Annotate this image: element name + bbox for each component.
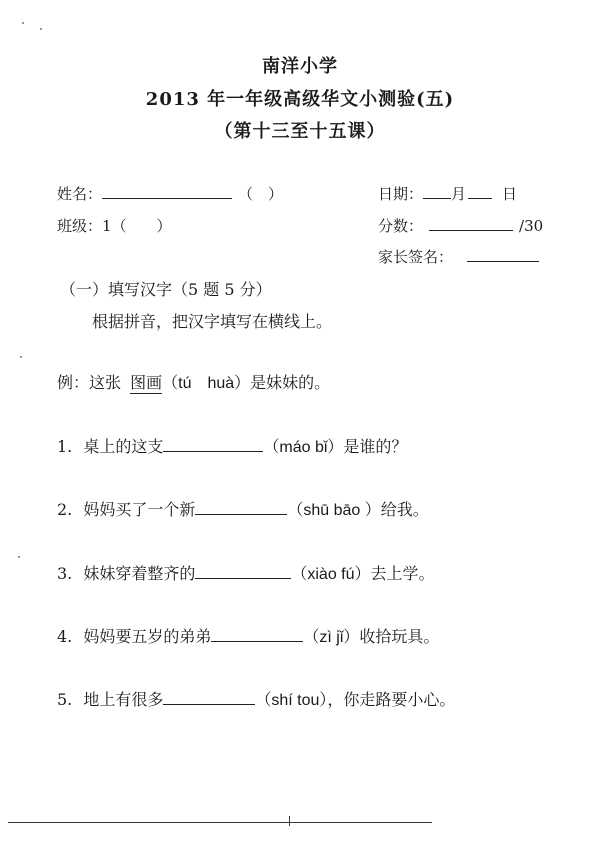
question-number: 2. <box>57 500 73 519</box>
name-blank[interactable] <box>102 184 232 199</box>
question-pinyin: （zì jǐ） <box>303 629 360 646</box>
answer-blank[interactable] <box>195 564 291 579</box>
class-row <box>57 215 172 236</box>
question-text-before: 妈妈买了一个新 <box>83 500 196 519</box>
name-paren: （ ） <box>238 185 284 203</box>
answer-blank[interactable] <box>163 690 255 705</box>
name-row <box>57 183 283 204</box>
class-value: 1（ ） <box>102 217 172 235</box>
scan-speck <box>40 28 42 30</box>
scan-speck <box>22 22 24 24</box>
question-text-after: 给我。 <box>380 500 429 519</box>
day-label: 日 <box>502 185 518 203</box>
example-suffix: 是妹妹的。 <box>250 373 331 392</box>
month-blank[interactable] <box>423 184 451 199</box>
class-label: 班级： <box>57 217 103 235</box>
question-pinyin: （shū bāo ） <box>287 502 381 519</box>
quiz-title: 2013 年一年级高级华文小测验(五) <box>145 89 455 110</box>
example-line <box>57 370 330 393</box>
score-blank[interactable] <box>429 216 513 231</box>
section1-instruction: 根据拼音，把汉字填写在横线上。 <box>92 312 333 331</box>
answer-blank[interactable] <box>195 500 287 515</box>
score-label: 分数： <box>378 217 424 235</box>
question-text-after: 收拾玩具。 <box>359 627 440 646</box>
scan-speck <box>18 556 20 558</box>
scan-speck <box>20 356 22 358</box>
month-label: 月 <box>451 185 467 203</box>
question-text-before: 桌上的这支 <box>83 437 164 456</box>
lesson-range: （第十三至十五课） <box>214 121 386 142</box>
question-text-after: ，你走路要小心。 <box>327 690 456 709</box>
question-number: 3. <box>57 564 73 583</box>
question-2 <box>57 497 429 520</box>
parent-signature-row <box>378 246 539 267</box>
question-text-before: 妈妈要五岁的弟弟 <box>83 627 212 646</box>
date-label: 日期： <box>378 185 424 203</box>
example-prefix: 例：这张 <box>57 373 122 392</box>
example-pinyin: （tú huà） <box>162 375 251 392</box>
score-total: /30 <box>519 217 544 235</box>
parent-signature-blank[interactable] <box>467 247 539 262</box>
date-row <box>378 183 517 204</box>
question-3 <box>57 561 435 584</box>
school-name: 南洋小学 <box>262 56 338 77</box>
question-5 <box>57 687 455 710</box>
page-bottom-tick <box>289 816 290 826</box>
question-number: 4. <box>57 627 73 646</box>
question-text-after: 去上学。 <box>370 564 435 583</box>
parent-signature-label: 家长签名： <box>378 248 454 266</box>
page-bottom-divider <box>8 822 432 823</box>
example-answer: 图画 <box>130 373 163 392</box>
answer-blank[interactable] <box>163 437 263 452</box>
question-number: 5. <box>57 690 73 709</box>
question-number: 1. <box>57 437 73 456</box>
question-text-before: 地上有很多 <box>83 690 164 709</box>
score-row <box>378 215 543 236</box>
name-label: 姓名： <box>57 185 103 203</box>
question-text-after: 是谁的？ <box>343 437 408 456</box>
question-pinyin: （xiào fú） <box>291 566 371 583</box>
day-blank[interactable] <box>468 184 492 199</box>
question-pinyin: （shí tou） <box>255 692 328 709</box>
question-pinyin: （máo bǐ） <box>263 439 344 456</box>
question-text-before: 妹妹穿着整齐的 <box>83 564 196 583</box>
question-4 <box>57 624 439 647</box>
answer-blank[interactable] <box>211 627 303 642</box>
section1-heading: （一）填写汉字（5 题 5 分） <box>60 280 272 299</box>
question-1 <box>57 434 407 457</box>
